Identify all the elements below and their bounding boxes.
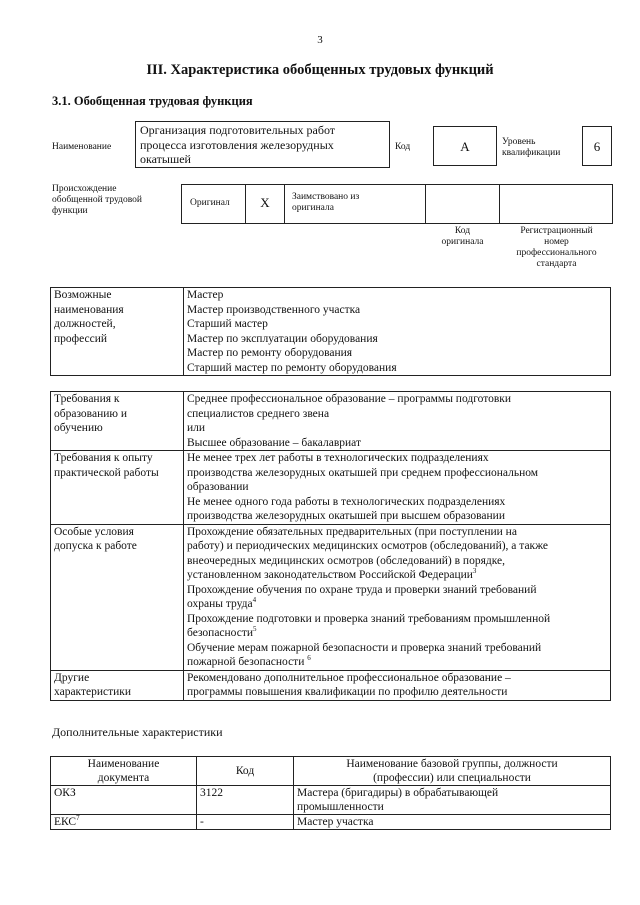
text-line: программы повышения квалификации по профилю деятельности <box>187 686 508 698</box>
text-line-text: установленном законодательством Российской Федерации <box>187 569 473 581</box>
row-name <box>294 786 611 815</box>
additional-table <box>50 756 611 830</box>
reg-number-caption <box>500 226 613 270</box>
header-line: (профессии) или специальности <box>373 772 531 784</box>
requirement-label <box>51 392 184 451</box>
origin-label-line: Происхождение <box>52 184 117 194</box>
borrowed-label <box>292 192 359 214</box>
text-line-text: пожарной безопасности <box>187 656 308 668</box>
additional-title: Дополнительные характеристики <box>52 725 223 739</box>
requirements-row-education <box>51 392 611 451</box>
caption-line: номер <box>544 237 569 247</box>
function-name-line: процесса изготовления железорудных <box>140 137 334 152</box>
label-line: Требования к опыту <box>54 452 153 464</box>
requirements-row-other <box>51 670 611 700</box>
origin-code-cell <box>425 184 500 224</box>
positions-label <box>51 288 184 376</box>
requirement-content <box>184 392 611 451</box>
position-item: Мастер <box>187 289 224 301</box>
text-line: работу) и периодических медицинских осмотров (обследований), а также <box>187 540 549 552</box>
level-value: 6 <box>582 126 612 166</box>
requirement-content <box>184 670 611 700</box>
origin-label-line: обобщенной трудовой <box>52 195 142 205</box>
footnote-ref: 6 <box>307 654 311 663</box>
text-line: специалистов среднего звена <box>187 407 330 420</box>
footnote-ref: 7 <box>76 814 80 823</box>
text-line: Прохождение обязательных предварительных (при поступлении на <box>187 525 517 538</box>
label-line: Требования к <box>54 393 120 405</box>
text-line <box>187 597 607 612</box>
position-item: Мастер производственного участка <box>187 303 361 316</box>
function-name-box <box>135 121 390 168</box>
row-document <box>51 786 197 815</box>
text-line: производства железорудных окатышей при высшем образовании <box>187 510 505 522</box>
name-line: промышленности <box>297 801 384 813</box>
text-line: образовании <box>187 481 249 493</box>
doc-name: ОКЗ <box>54 787 76 799</box>
name-line: Мастера (бригадиры) в обрабатывающей <box>297 787 499 799</box>
requirements-table <box>50 391 611 701</box>
requirements-row-special-conditions <box>51 524 611 670</box>
subsection-title: 3.1. Обобщенная трудовая функция <box>52 94 253 108</box>
label-line: наименования <box>54 303 124 316</box>
label-line: характеристики <box>54 686 132 698</box>
row-document <box>51 815 197 830</box>
table-row <box>51 815 611 830</box>
position-item: Мастер по эксплуатации оборудования <box>187 332 378 345</box>
text-line: или <box>187 422 206 434</box>
text-line <box>187 568 607 583</box>
original-label: Оригинал <box>190 198 230 208</box>
text-line <box>187 626 607 641</box>
text-line: Рекомендовано дополнительное профессиональное образование – <box>187 671 511 684</box>
requirement-label <box>51 524 184 670</box>
label-line: должностей, <box>54 318 116 330</box>
text-line: Обучение мерам пожарной безопасности и проверка знаний требований <box>187 641 542 654</box>
header-name <box>294 757 611 786</box>
header-line: Наименование <box>87 758 160 770</box>
caption-line: Регистрационный <box>520 226 593 236</box>
function-name-line: окатышей <box>140 152 191 166</box>
label-line: Другие <box>54 671 90 684</box>
label-line: допуска к работе <box>54 540 137 552</box>
table-row <box>51 786 611 815</box>
original-mark: X <box>260 195 270 210</box>
name-line: Мастер участка <box>297 816 374 828</box>
row-code: 3122 <box>197 786 294 815</box>
text-line-text: безопасности <box>187 627 254 639</box>
text-line: Высшее образование – бакалавриат <box>187 436 361 449</box>
origin-label <box>52 184 142 217</box>
footnote-ref: 3 <box>472 567 477 576</box>
position-item: Старший мастер по ремонту оборудования <box>187 361 397 374</box>
requirement-content <box>184 451 611 525</box>
header-document <box>51 757 197 786</box>
positions-list <box>184 288 611 376</box>
table-header-row <box>51 757 611 786</box>
text-line: Не менее одного года работы в технологических подразделениях <box>187 495 506 508</box>
row-code: - <box>197 815 294 830</box>
text-line: Прохождение подготовки и проверка знаний требованиям промышленной <box>187 612 551 625</box>
borrowed-label-line: оригинала <box>292 203 334 213</box>
label-line: обучению <box>54 422 103 434</box>
text-line <box>187 655 607 670</box>
code-original-caption <box>425 226 500 248</box>
footnote-ref: 5 <box>253 625 257 634</box>
level-label <box>502 137 560 159</box>
level-label-line: Уровень <box>502 137 536 147</box>
row-name <box>294 815 611 830</box>
caption-line: стандарта <box>536 259 577 269</box>
text-line-text: охраны труда <box>187 598 253 610</box>
header-line: Код <box>235 765 255 777</box>
text-line: Не менее трех лет работы в технологических подразделениях <box>187 452 489 464</box>
label-line: Особые условия <box>54 525 134 538</box>
requirement-label <box>51 451 184 525</box>
positions-table <box>50 287 611 376</box>
requirement-content <box>184 524 611 670</box>
name-label: Наименование <box>52 142 112 152</box>
label-line: профессий <box>54 332 108 345</box>
header-code <box>197 757 294 786</box>
label-line: Возможные <box>54 289 112 301</box>
code-value: А <box>433 126 497 166</box>
text-line: производства железорудных окатышей при среднем профессиональном <box>187 466 539 479</box>
caption-line: Код <box>454 226 471 236</box>
header-line: документа <box>97 772 150 784</box>
section-title: III. Характеристика обобщенных трудовых функций <box>146 62 494 78</box>
footnote-ref: 4 <box>252 596 257 605</box>
page-number: 3 <box>317 34 323 46</box>
requirement-label <box>51 670 184 700</box>
text-line: Прохождение обучения по охране труда и проверки знаний требований <box>187 583 537 596</box>
label-line: образованию и <box>54 407 127 420</box>
position-item: Старший мастер <box>187 318 268 330</box>
doc-name: ЕКС <box>54 816 77 828</box>
text-line: внеочередных медицинских осмотров (обследований) в порядке, <box>187 554 506 567</box>
caption-line: оригинала <box>441 237 484 247</box>
function-name-line: Организация подготовительных работ <box>140 123 336 137</box>
code-label: Код <box>395 142 411 152</box>
label-line: практической работы <box>54 466 159 479</box>
position-item: Мастер по ремонту оборудования <box>187 347 353 359</box>
caption-line: профессионального <box>516 248 597 258</box>
borrowed-label-line: Заимствовано из <box>292 192 360 202</box>
requirements-row-experience <box>51 451 611 525</box>
text-line: Среднее профессиональное образование – программы подготовки <box>187 393 512 405</box>
header-line: Наименование базовой группы, должности <box>346 758 558 770</box>
level-label-line: квалификации <box>502 148 561 158</box>
origin-label-line: функции <box>52 206 88 216</box>
